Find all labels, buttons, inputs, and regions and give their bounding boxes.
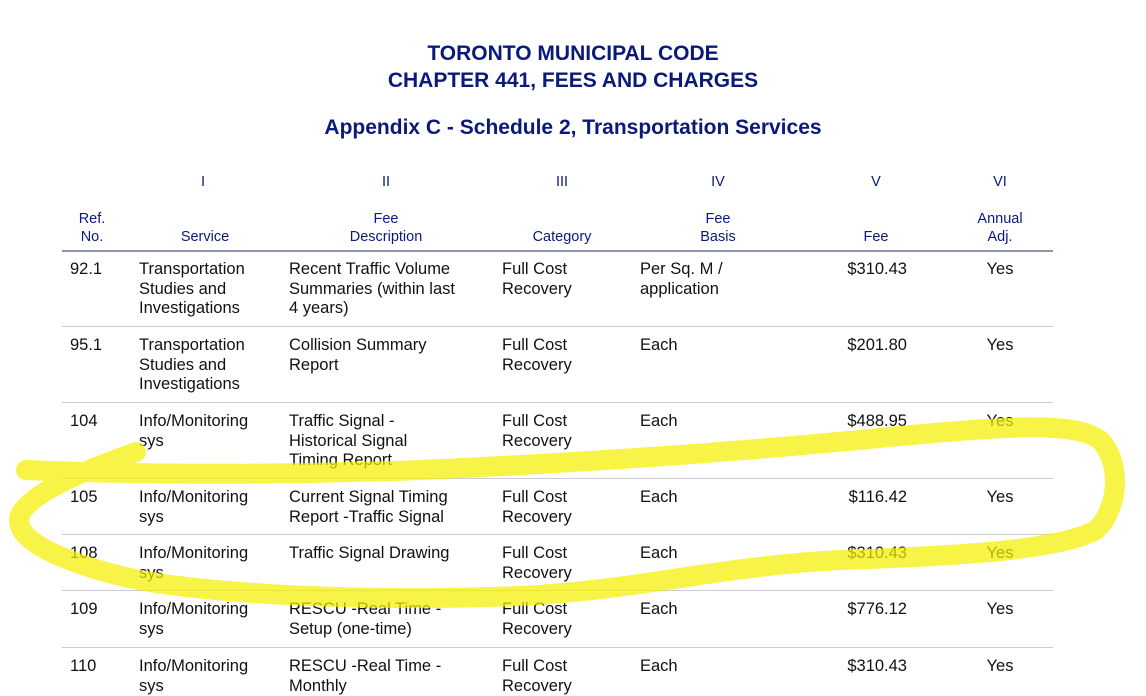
column-numeral-v: V bbox=[871, 174, 881, 190]
row-description: Traffic Signal - Historical Signal Timing Report bbox=[289, 412, 408, 469]
row-divider bbox=[62, 534, 1053, 535]
row-ref: 108 bbox=[70, 544, 98, 562]
row-fee: $488.95 bbox=[847, 412, 907, 430]
column-numeral-vi: VI bbox=[993, 174, 1007, 190]
header-fee: Fee bbox=[863, 229, 889, 245]
column-numeral-i: I bbox=[200, 174, 206, 190]
row-annual-adj: Yes bbox=[986, 488, 1014, 506]
row-annual-adj: Yes bbox=[986, 260, 1014, 278]
row-basis: Each bbox=[640, 600, 678, 618]
header-ref-no: Ref. No. bbox=[78, 211, 106, 245]
row-service: Transportation Studies and Investigations bbox=[139, 336, 245, 393]
row-category: Full Cost Recovery bbox=[502, 260, 572, 298]
row-divider bbox=[62, 647, 1053, 648]
row-annual-adj: Yes bbox=[986, 600, 1014, 618]
row-category: Full Cost Recovery bbox=[502, 657, 572, 695]
row-service: Info/Monitoring sys bbox=[139, 488, 249, 526]
row-fee: $116.42 bbox=[848, 488, 907, 506]
row-description: RESCU -Real Time - Setup (one-time) bbox=[289, 600, 442, 638]
row-category: Full Cost Recovery bbox=[502, 412, 572, 450]
row-fee: $776.12 bbox=[847, 600, 907, 618]
row-description: RESCU -Real Time - Monthly bbox=[289, 657, 442, 695]
row-ref: 110 bbox=[70, 657, 97, 675]
row-fee: $310.43 bbox=[847, 260, 907, 278]
header-fee-description: Fee Description bbox=[349, 211, 423, 245]
row-description: Traffic Signal Drawing bbox=[289, 544, 450, 562]
row-annual-adj: Yes bbox=[986, 657, 1014, 675]
row-category: Full Cost Recovery bbox=[502, 488, 572, 526]
row-service: Info/Monitoring sys bbox=[139, 657, 249, 695]
row-fee: $201.80 bbox=[847, 336, 907, 354]
row-ref: 92.1 bbox=[70, 260, 103, 278]
row-basis: Each bbox=[640, 544, 678, 562]
row-annual-adj: Yes bbox=[986, 336, 1014, 354]
document-title-line-2: CHAPTER 441, FEES AND CHARGES bbox=[387, 69, 759, 92]
row-basis: Each bbox=[640, 412, 678, 430]
row-ref: 104 bbox=[70, 412, 98, 430]
row-ref: 109 bbox=[70, 600, 98, 618]
header-fee-basis: Fee Basis bbox=[700, 211, 736, 245]
row-service: Info/Monitoring sys bbox=[139, 412, 249, 450]
row-category: Full Cost Recovery bbox=[502, 336, 572, 374]
row-ref: 95.1 bbox=[70, 336, 103, 354]
row-description: Recent Traffic Volume Summaries (within last 4 years) bbox=[289, 260, 455, 317]
row-fee: $310.43 bbox=[847, 544, 907, 562]
header-divider bbox=[62, 250, 1053, 252]
row-basis: Each bbox=[640, 488, 678, 506]
row-basis: Each bbox=[640, 336, 678, 354]
row-divider bbox=[62, 478, 1053, 479]
row-annual-adj: Yes bbox=[986, 412, 1014, 430]
column-numeral-iii: III bbox=[555, 174, 569, 190]
row-category: Full Cost Recovery bbox=[502, 600, 572, 638]
row-divider bbox=[62, 326, 1053, 327]
row-fee: $310.43 bbox=[847, 657, 907, 675]
row-category: Full Cost Recovery bbox=[502, 544, 572, 582]
header-annual-adj: Annual Adj. bbox=[977, 211, 1023, 245]
column-numeral-iv: IV bbox=[711, 174, 725, 190]
row-divider bbox=[62, 590, 1053, 591]
row-ref: 105 bbox=[70, 488, 98, 506]
column-numeral-ii: II bbox=[381, 174, 391, 190]
row-divider bbox=[62, 402, 1053, 403]
row-annual-adj: Yes bbox=[986, 544, 1014, 562]
row-description: Current Signal Timing Report -Traffic Signal bbox=[289, 488, 448, 526]
row-service: Info/Monitoring sys bbox=[139, 544, 249, 582]
row-basis: Per Sq. M / application bbox=[640, 260, 723, 298]
row-service: Transportation Studies and Investigations bbox=[139, 260, 245, 317]
header-category: Category bbox=[532, 229, 592, 245]
row-description: Collision Summary Report bbox=[289, 336, 427, 374]
header-service: Service bbox=[180, 229, 230, 245]
row-service: Info/Monitoring sys bbox=[139, 600, 249, 638]
document-title-line-1: TORONTO MUNICIPAL CODE bbox=[427, 42, 719, 65]
row-basis: Each bbox=[640, 657, 678, 675]
document-subtitle: Appendix C - Schedule 2, Transportation Services bbox=[324, 116, 822, 139]
